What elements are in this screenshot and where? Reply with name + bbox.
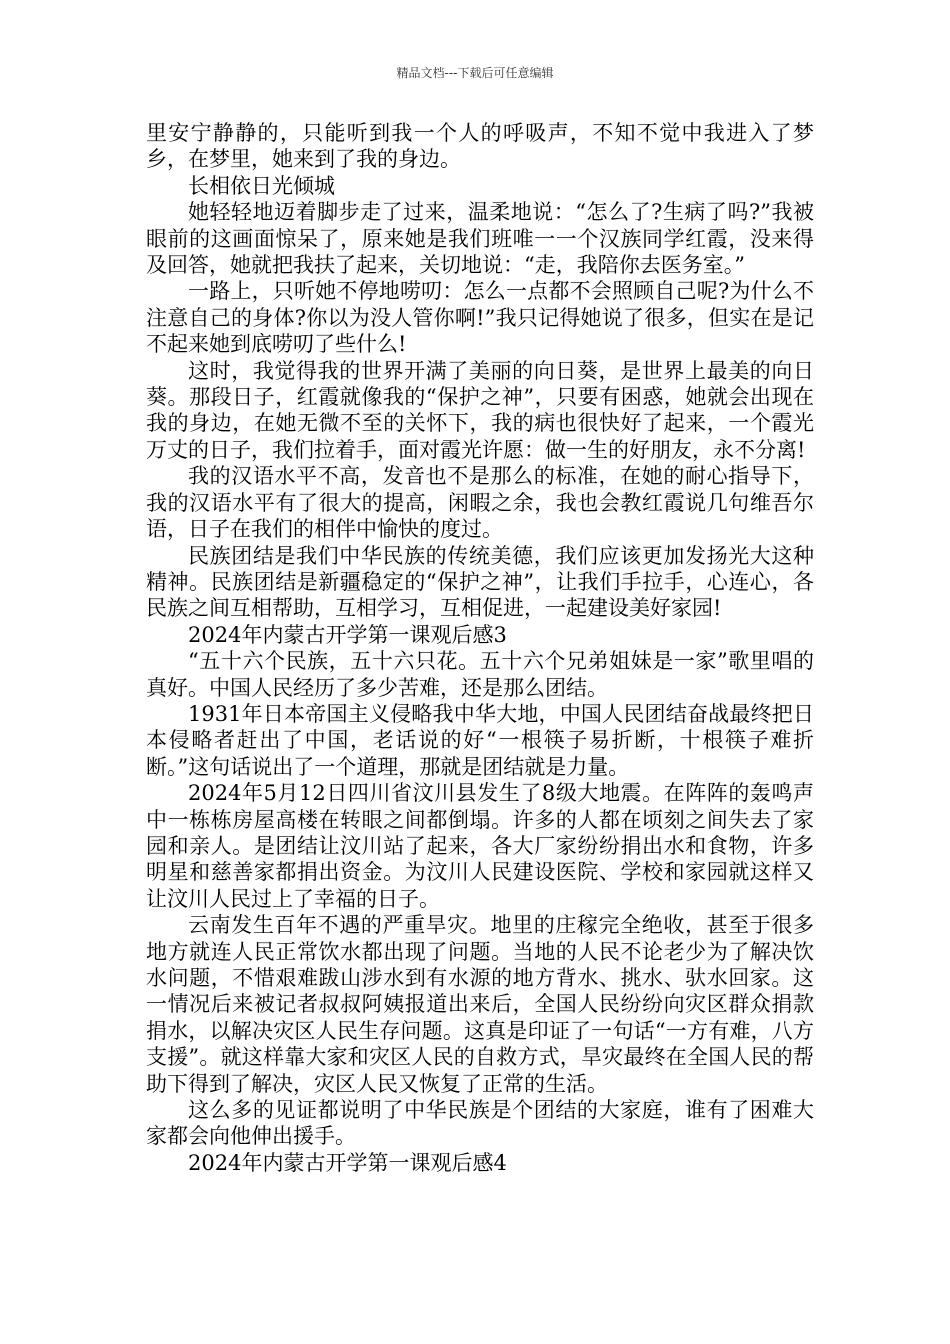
paragraph: 民族团结是我们中华民族的传统美德，我们应该更加发扬光大这种精神。民族团结是新疆稳定的“保护之神”，让我们手拉手，心连心，各民族之间互相帮助，互相学习，互相促进，一起建设美好家园!	[146, 543, 814, 621]
paragraph: 里安宁静静的，只能听到我一个人的呼吸声，不知不觉中我进入了梦乡，在梦里，她来到了我的身边。	[146, 121, 814, 172]
paragraph: 这么多的见证都说明了中华民族是个团结的大家庭，谁有了困难大家都会向他伸出援手。	[146, 1098, 814, 1149]
section-heading: 2024年内蒙古开学第一课观后感4	[188, 1150, 507, 1175]
section-subtitle: 长相依日光倾城	[188, 173, 335, 198]
paragraph: 她轻轻地迈着脚步走了过来，温柔地说：“怎么了?生病了吗?”我被眼前的这画面惊呆了，原来她是我们班唯一一个汉族同学红霞，没来得及回答，她就把我扶了起来，关切地说：“走，我陪你去医务室。”	[146, 200, 814, 278]
page-header: 精品文档---下载后可任意编辑	[396, 66, 554, 80]
section-heading: 2024年内蒙古开学第一课观后感3	[188, 622, 507, 647]
paragraph: 我的汉语水平不高，发音也不是那么的标准，在她的耐心指导下，我的汉语水平有了很大的提高，闲暇之余，我也会教红霞说几句维吾尔语，日子在我们的相伴中愉快的度过。	[146, 464, 814, 542]
paragraph: “五十六个民族，五十六只花。五十六个兄弟姐妹是一家”歌里唱的真好。中国人民经历了多少苦难，还是那么团结。	[146, 649, 814, 700]
paragraph: 1931年日本帝国主义侵略我中华大地，中国人民团结奋战最终把日本侵略者赶出了中国，老话说的好“一根筷子易折断，十根筷子难折断。”这句话说出了一个道理，那就是团结就是力量。	[146, 701, 814, 779]
paragraph: 2024年5月12日四川省汶川县发生了8级大地震。在阵阵的轰鸣声中一栋栋房屋高楼在转眼之间都倒塌。许多的人都在顷刻之间失去了家园和亲人。是团结让汶川站了起来，各大厂家纷纷捐出水和食物，许多明星和慈善家都捐出资金。为汶川人民建设医院、学校和家园就这样又让汶川人民过上了幸福的日子。	[146, 781, 814, 911]
paragraph: 云南发生百年不遇的严重旱灾。地里的庄稼完全绝收，甚至于很多地方就连人民正常饮水都出现了问题。当地的人民不论老少为了解决饮水问题，不惜艰难跋山涉水到有水源的地方背水、挑水、驮水回家。这一情况后来被记者叔叔阿姨报道出来后，全国人民纷纷向灾区群众捐款捐水，以解决灾区人民生存问题。这真是印证了一句话“一方有难，八方支援”。就这样靠大家和灾区人民的自救方式，旱灾最终在全国人民的帮助下得到了解决，灾区人民又恢复了正常的生活。	[146, 913, 814, 1096]
paragraph: 这时，我觉得我的世界开满了美丽的向日葵，是世界上最美的向日葵。那段日子，红霞就像我的“保护之神”，只要有困惑，她就会出现在我的身边，在她无微不至的关怀下，我的病也很快好了起来，一个霞光万丈的日子，我们拉着手，面对霞光许愿：做一生的好朋友，永不分离!	[146, 358, 814, 462]
paragraph: 一路上，只听她不停地唠叨：怎么一点都不会照顾自己呢?为什么不注意自己的身体?你以为没人管你啊!”我只记得她说了很多，但实在是记不起来她到底唠叨了些什么!	[146, 279, 814, 357]
document-body	[146, 120, 814, 1176]
